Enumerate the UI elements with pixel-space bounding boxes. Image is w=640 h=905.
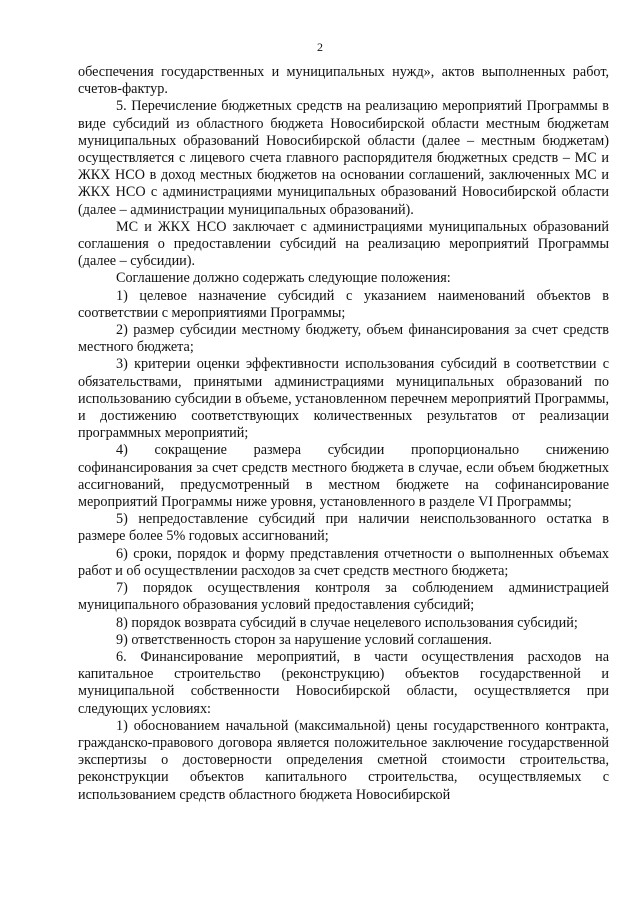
- paragraph-provision-8: 8) порядок возврата субсидий в случае нецелевого использования субсидий;: [116, 614, 578, 631]
- paragraph-condition-1: 1) обоснованием начальной (максимальной) цены государственного контракта, гражданско-правового договора является положительное заключение государственной экспертизы о достоверности определения сметной стоимости строительства, реконструкции объектов капитального строительства, осуществляемых с использованием средств областного бюджета Новосибирской: [78, 717, 609, 803]
- paragraph-provision-9: 9) ответственность сторон за нарушение условий соглашения.: [116, 631, 492, 648]
- paragraph-item-6: 6. Финансирование мероприятий, в части осуществления расходов на капитальное строительство (реконструкцию) объектов государственной и муниципальной собственности Новосибирской области, осуществляется при следующих условиях:: [78, 648, 609, 717]
- document-body: [78, 64, 609, 804]
- paragraph-provision-4: 4) сокращение размера субсидии пропорционально снижению софинансирования за счет средств местного бюджета в случае, если объем бюджетных ассигнований, предусмотренный в местном бюджете на софинансирование мероприятий Программы ниже уровня, установленного в разделе VI Программы;: [78, 442, 609, 511]
- paragraph-provision-5: 5) непредоставление субсидий при наличии неиспользованного остатка в размере более 5% годовых ассигнований;: [78, 511, 609, 545]
- paragraph-agreement-intro: МС и ЖКХ НСО заключает с администрациями муниципальных образований соглашения о предоставлении субсидий на реализацию мероприятий Программы (далее – субсидии).: [78, 218, 609, 270]
- page-number: 2: [317, 40, 323, 54]
- paragraph-continuation: обеспечения государственных и муниципальных нужд», актов выполненных работ, счетов-фактур.: [78, 64, 609, 98]
- paragraph-provision-1: 1) целевое назначение субсидий с указанием наименований объектов в соответствии с мероприятиями Программы;: [78, 287, 609, 321]
- paragraph-provision-2: 2) размер субсидии местному бюджету, объем финансирования за счет средств местного бюджета;: [78, 322, 609, 356]
- paragraph-provision-3: 3) критерии оценки эффективности использования субсидий в соответствии с обязательствами, принятыми администрациями муниципальных образований по использованию субсидии в объеме, установленном перечнем мероприятий Программы, и достижению соответствующих количественных результатов от реализации программных мероприятий;: [78, 356, 609, 442]
- paragraph-provision-6: 6) сроки, порядок и форму представления отчетности о выполненных объемах работ и об осуществлении расходов за счет средств местного бюджета;: [78, 545, 609, 579]
- paragraph-agreement-provisions: Соглашение должно содержать следующие положения:: [116, 270, 451, 287]
- paragraph-provision-7: 7) порядок осуществления контроля за соблюдением администрацией муниципального образования условий предоставления субсидий;: [78, 580, 609, 614]
- paragraph-item-5: 5. Перечисление бюджетных средств на реализацию мероприятий Программы в виде субсидий из областного бюджета Новосибирской области местным бюджетам муниципальных образований Новосибирской области (далее – местным бюджетам) осуществляется с лицевого счета главного распорядителя бюджетных средств – МС и ЖКХ НСО в доход местных бюджетов на основании соглашений, заключенных МС и ЖКХ НСО с администрациями муниципальных образований Новосибирской области (далее – администрации муниципальных образований).: [78, 98, 609, 218]
